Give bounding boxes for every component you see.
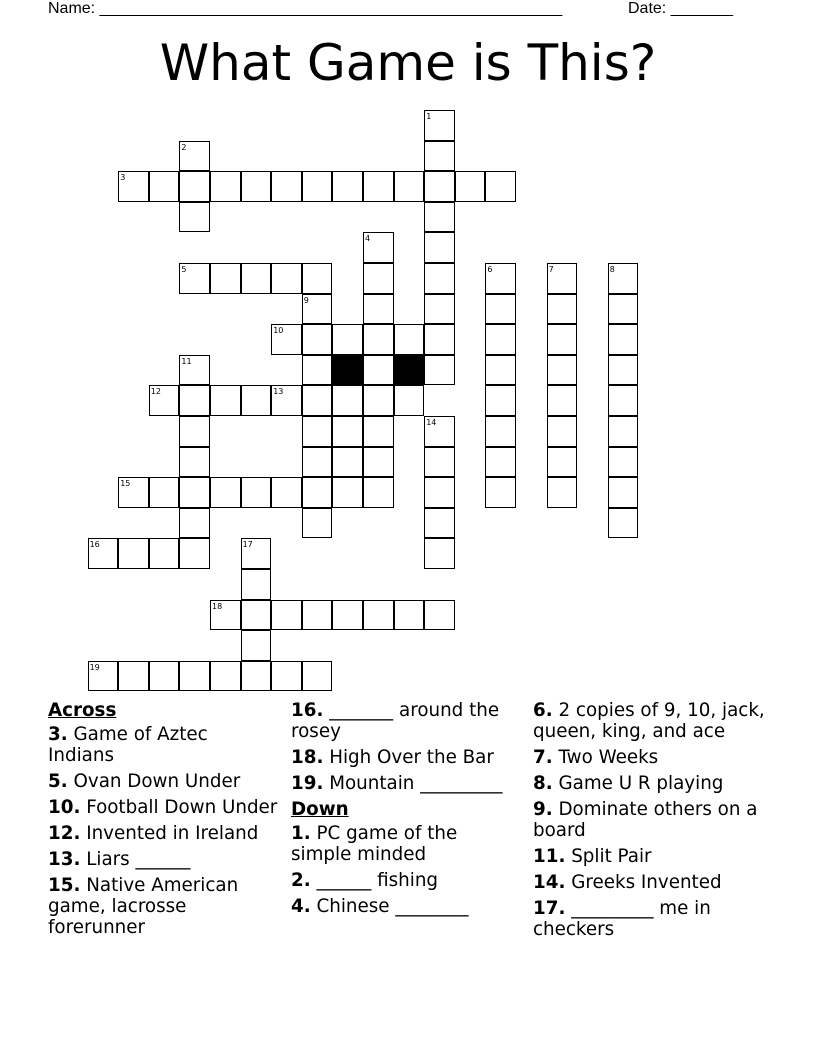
across-clue-list-cont (291, 700, 521, 794)
answer-cell[interactable] (424, 294, 455, 325)
clue-text: _________ me in checkers (533, 898, 711, 940)
clue-text: Ovan Down Under (67, 771, 241, 792)
clue-number: 8 (609, 265, 615, 274)
answer-cell[interactable] (302, 600, 333, 631)
across-clue (48, 797, 278, 818)
answer-cell[interactable] (302, 416, 333, 447)
across-clue-list (48, 724, 278, 938)
clue-num: 1. (291, 823, 311, 844)
answer-cell[interactable] (302, 508, 333, 539)
clue-number: 2 (181, 142, 187, 152)
answer-cell[interactable] (179, 508, 210, 539)
clue-text: Two Weeks (552, 747, 659, 768)
answer-cell[interactable] (149, 477, 180, 508)
clue-number: 11 (181, 356, 192, 366)
answer-cell[interactable] (424, 202, 455, 233)
answer-cell[interactable] (608, 447, 639, 478)
answer-cell[interactable] (424, 508, 455, 539)
across-clue (291, 700, 521, 742)
answer-cell[interactable] (424, 538, 455, 569)
across-clue (48, 875, 278, 938)
clue-text: Chinese ________ (310, 896, 469, 917)
answer-cell[interactable] (210, 385, 241, 416)
clue-text: 2 copies of 9, 10, jack, queen, king, and ace (533, 700, 765, 742)
clue-num: 4. (291, 896, 311, 917)
answer-cell[interactable] (363, 294, 394, 325)
answer-cell[interactable] (241, 477, 272, 508)
clue-number: 14 (426, 418, 437, 427)
answer-cell[interactable] (363, 171, 394, 202)
answer-cell[interactable] (547, 416, 578, 447)
clue-text: Invented in Ireland (80, 823, 259, 844)
answer-cell[interactable] (608, 355, 639, 386)
date-blank: _______ (670, 0, 733, 17)
answer-cell[interactable] (302, 324, 333, 355)
answer-cell[interactable] (332, 324, 363, 355)
clue-num: 12. (48, 823, 81, 844)
answer-cell[interactable] (424, 447, 455, 478)
down-clue-list (291, 823, 521, 917)
clue-text: Greeks Invented (565, 872, 722, 893)
answer-cell[interactable] (118, 661, 149, 692)
answer-cell[interactable] (394, 324, 425, 355)
clue-number: 13 (273, 387, 284, 397)
answer-cell[interactable] (302, 661, 333, 692)
answer-cell[interactable] (363, 385, 394, 416)
clue-text: High Over the Bar (323, 747, 494, 768)
answer-cell[interactable] (424, 141, 455, 172)
answer-cell[interactable] (363, 324, 394, 355)
answer-cell[interactable] (363, 447, 394, 478)
down-clue (533, 773, 773, 794)
clue-num: 17. (533, 898, 566, 919)
clue-num: 14. (533, 872, 566, 893)
down-clue (533, 898, 773, 940)
down-clue (291, 896, 521, 917)
clue-text: Mountain _________ (323, 773, 503, 794)
answer-cell[interactable] (608, 477, 639, 508)
answer-cell[interactable] (149, 538, 180, 569)
answer-cell[interactable] (271, 477, 302, 508)
answer-cell[interactable] (118, 538, 149, 569)
answer-cell[interactable] (608, 508, 639, 539)
down-heading: Down (291, 799, 349, 820)
answer-cell[interactable] (332, 447, 363, 478)
answer-cell[interactable] (302, 385, 333, 416)
answer-cell[interactable] (424, 477, 455, 508)
clues-column-1 (48, 700, 278, 943)
answer-cell[interactable] (271, 263, 302, 294)
clue-number: 7 (548, 265, 554, 274)
answer-cell[interactable] (424, 232, 455, 263)
answer-cell[interactable] (394, 385, 425, 416)
answer-cell[interactable] (424, 263, 455, 294)
answer-cell[interactable] (363, 416, 394, 447)
answer-cell[interactable] (608, 416, 639, 447)
across-clue (48, 849, 278, 870)
clue-text: Game of Aztec Indians (48, 724, 208, 766)
answer-cell[interactable] (302, 447, 333, 478)
answer-cell[interactable] (363, 263, 394, 294)
answer-cell[interactable] (179, 171, 210, 202)
answer-cell[interactable] (485, 416, 516, 447)
clue-number: 9 (303, 295, 309, 305)
clue-text: Dominate others on a board (533, 799, 758, 841)
clue-text: Split Pair (565, 846, 652, 867)
clue-number: 12 (150, 387, 161, 397)
answer-cell[interactable] (332, 385, 363, 416)
answer-cell[interactable] (424, 171, 455, 202)
across-clue (291, 773, 521, 794)
clue-number: 19 (89, 662, 100, 672)
across-clue (48, 771, 278, 792)
answer-cell[interactable] (179, 447, 210, 478)
clue-number: 15 (120, 479, 131, 489)
clues-column-2 (291, 700, 521, 922)
answer-cell[interactable] (332, 600, 363, 631)
answer-cell[interactable] (485, 477, 516, 508)
answer-cell[interactable] (332, 477, 363, 508)
clue-number: 4 (365, 234, 371, 244)
answer-cell[interactable] (241, 569, 272, 600)
answer-cell[interactable] (608, 385, 639, 416)
clue-number: 3 (120, 173, 126, 183)
down-clue-list-cont (533, 700, 773, 940)
answer-cell[interactable] (363, 600, 394, 631)
down-clue (533, 872, 773, 893)
answer-cell[interactable] (179, 477, 210, 508)
answer-cell[interactable] (394, 600, 425, 631)
clue-num: 10. (48, 797, 81, 818)
answer-cell[interactable] (241, 171, 272, 202)
answer-cell[interactable] (271, 171, 302, 202)
answer-cell[interactable] (547, 385, 578, 416)
clue-number: 10 (273, 326, 284, 336)
clue-num: 6. (533, 700, 553, 721)
answer-cell[interactable] (271, 661, 302, 692)
clue-text: ______ fishing (310, 870, 439, 891)
answer-cell[interactable] (547, 294, 578, 325)
across-clue (291, 747, 521, 768)
clue-num: 18. (291, 747, 324, 768)
answer-cell[interactable] (241, 630, 272, 661)
answer-cell[interactable] (485, 385, 516, 416)
answer-cell[interactable] (149, 171, 180, 202)
answer-cell[interactable] (485, 294, 516, 325)
across-clue (48, 724, 278, 766)
clue-num: 5. (48, 771, 68, 792)
answer-cell[interactable] (547, 355, 578, 386)
clue-number: 18 (212, 601, 223, 611)
answer-cell[interactable] (210, 661, 241, 692)
date-label: Date: (628, 0, 667, 17)
across-heading: Across (48, 700, 117, 721)
answer-cell[interactable] (332, 416, 363, 447)
answer-cell[interactable] (485, 171, 516, 202)
black-square (332, 355, 363, 386)
answer-cell[interactable] (394, 171, 425, 202)
answer-cell[interactable] (241, 385, 272, 416)
answer-cell[interactable] (424, 600, 455, 631)
answer-cell[interactable] (363, 477, 394, 508)
answer-cell[interactable] (179, 385, 210, 416)
answer-cell[interactable] (455, 171, 486, 202)
answer-cell[interactable] (302, 477, 333, 508)
answer-cell[interactable] (302, 263, 333, 294)
clue-num: 16. (291, 700, 324, 721)
answer-cell[interactable] (485, 447, 516, 478)
clue-text: Liars ______ (80, 849, 191, 870)
clue-num: 11. (533, 846, 566, 867)
answer-cell[interactable] (547, 447, 578, 478)
clue-num: 13. (48, 849, 81, 870)
down-clue (533, 846, 773, 867)
clue-num: 8. (533, 773, 553, 794)
answer-cell[interactable] (179, 202, 210, 233)
answer-cell[interactable] (485, 355, 516, 386)
black-square (394, 355, 425, 386)
clue-text: _______ around the rosey (291, 700, 500, 742)
answer-cell[interactable] (241, 600, 272, 631)
clue-num: 2. (291, 870, 311, 891)
answer-cell[interactable] (302, 355, 333, 386)
answer-cell[interactable] (424, 355, 455, 386)
answer-cell[interactable] (149, 661, 180, 692)
clue-number: 6 (487, 265, 493, 274)
answer-cell[interactable] (547, 324, 578, 355)
clue-text: Game U R playing (552, 773, 724, 794)
down-clue (533, 700, 773, 742)
answer-cell[interactable] (608, 324, 639, 355)
answer-cell[interactable] (547, 477, 578, 508)
answer-cell[interactable] (485, 324, 516, 355)
across-clue (48, 823, 278, 844)
clue-number: 16 (89, 540, 100, 550)
clues-column-3 (533, 700, 773, 945)
answer-cell[interactable] (241, 263, 272, 294)
answer-cell[interactable] (332, 171, 363, 202)
clue-num: 9. (533, 799, 553, 820)
clue-num: 3. (48, 724, 68, 745)
answer-cell[interactable] (210, 171, 241, 202)
answer-cell[interactable] (179, 416, 210, 447)
answer-cell[interactable] (302, 171, 333, 202)
answer-cell[interactable] (424, 324, 455, 355)
clue-number: 5 (181, 265, 187, 274)
down-clue (291, 823, 521, 865)
down-clue (533, 747, 773, 768)
answer-cell[interactable] (241, 661, 272, 692)
clue-num: 19. (291, 773, 324, 794)
down-clue (533, 799, 773, 841)
answer-cell[interactable] (363, 355, 394, 386)
answer-cell[interactable] (179, 538, 210, 569)
clue-num: 15. (48, 875, 81, 896)
answer-cell[interactable] (608, 294, 639, 325)
clue-number: 1 (426, 112, 432, 121)
clue-num: 7. (533, 747, 553, 768)
clue-number: 17 (242, 540, 253, 550)
down-clue (291, 870, 521, 891)
answer-cell[interactable] (210, 477, 241, 508)
answer-cell[interactable] (210, 263, 241, 294)
clue-text: Football Down Under (80, 797, 278, 818)
clue-text: PC game of the simple minded (291, 823, 458, 865)
answer-cell[interactable] (179, 661, 210, 692)
clue-text: Native American game, lacrosse forerunner (48, 875, 239, 938)
name-blank: ____________________________________________________ (99, 0, 563, 17)
name-label: Name: (48, 0, 96, 17)
page-title: What Game is This? (159, 34, 657, 92)
answer-cell[interactable] (271, 600, 302, 631)
